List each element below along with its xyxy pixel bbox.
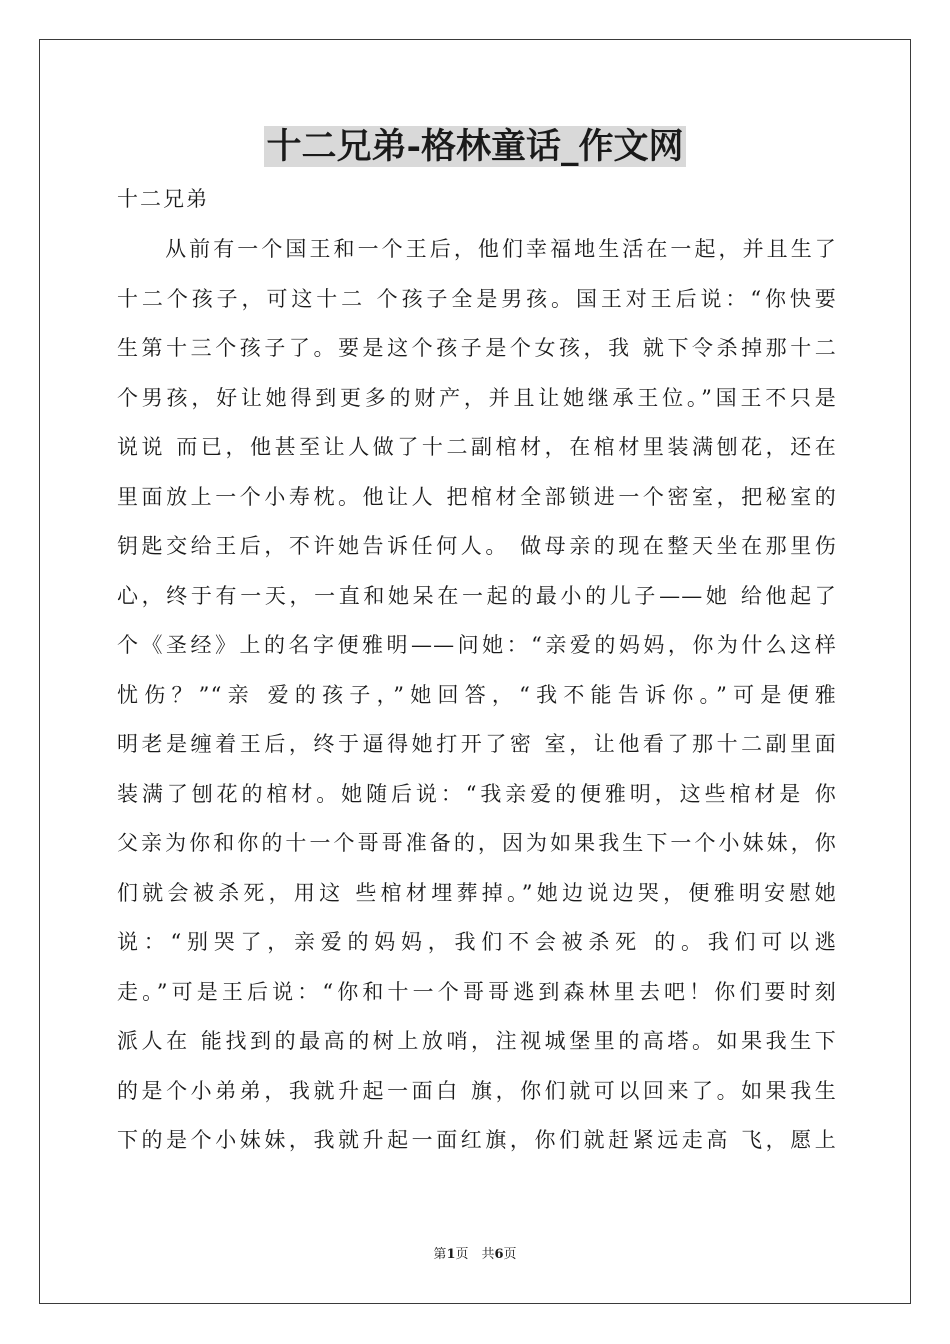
body-line: 走。”可是王后说：“你和十一个哥哥逃到森林里去吧！你们要时刻 <box>117 979 837 1004</box>
body-line: 的是个小弟弟，我就升起一面白 旗，你们就可以回来了。如果我生 <box>117 1078 837 1103</box>
page-number-prefix: 第 <box>433 1247 447 1262</box>
body-line: 派人在 能找到的最高的树上放哨，注视城堡里的高塔。如果我生下 <box>117 1029 837 1053</box>
body-line: 下的是个小妹妹，我就升起一面红旗，你们就赶紧远走高 飞，愿上 <box>117 1128 837 1152</box>
story-subtitle: 十二兄弟 <box>117 187 209 211</box>
body-line: 们就会被杀死，用这 些棺材埋葬掉。”她边说边哭，便雅明安慰她 <box>117 880 837 905</box>
body-line: 里面放上一个小寿枕。他让人 把棺材全部锁进一个密室，把秘室的 <box>117 484 837 509</box>
page-number-suffix: 页 <box>503 1247 517 1262</box>
body-line: 父亲为你和你的十一个哥哥准备的，因为如果我生下一个小妹妹，你 <box>117 831 837 855</box>
body-line: 个《圣经》上的名字便雅明——问她：“亲爱的妈妈，你为什么这样 <box>117 633 837 657</box>
body-line: 从前有一个国王和一个王后，他们幸福地生活在一起，并且生了 <box>117 237 837 261</box>
body-line: 十二个孩子，可这十二 个孩子全是男孩。国王对王后说：“你快要 <box>117 286 837 311</box>
body-line: 装满了刨花的棺材。她随后说：“我亲爱的便雅明，这些棺材是 你 <box>117 781 837 806</box>
page-number-current: 1 <box>446 1247 456 1262</box>
page-title-text: 十二兄弟-格林童话_作文网 <box>266 126 684 167</box>
body-line: 明老是缠着王后，终于逼得她打开了密 室，让他看了那十二副里面 <box>117 732 837 756</box>
page-footer <box>0 1246 950 1264</box>
story-body <box>117 225 837 1166</box>
body-line: 钥匙交给王后，不许她告诉任何人。 做母亲的现在整天坐在那里伤 <box>117 534 837 558</box>
page-title <box>0 124 950 170</box>
body-line: 心，终于有一天，一直和她呆在一起的最小的儿子——她 给他起了 <box>117 583 837 608</box>
body-line: 个男孩，好让她得到更多的财产，并且让她继承王位。”国王不只是 <box>117 385 837 410</box>
body-line: 忧伤？”“亲 爱的孩子，”她回答，“我不能告诉你。”可是便雅 <box>117 682 837 707</box>
body-line: 生第十三个孩子了。要是这个孩子是个女孩，我 就下令杀掉那十二 <box>117 336 837 360</box>
page-number-mid: 页 共 <box>455 1247 495 1262</box>
body-line: 说说 而已，他甚至让人做了十二副棺材，在棺材里装满刨花，还在 <box>117 435 837 459</box>
body-line: 说：“别哭了，亲爱的妈妈，我们不会被杀死 的。我们可以逃 <box>117 930 837 954</box>
page-number-total: 6 <box>494 1247 504 1262</box>
